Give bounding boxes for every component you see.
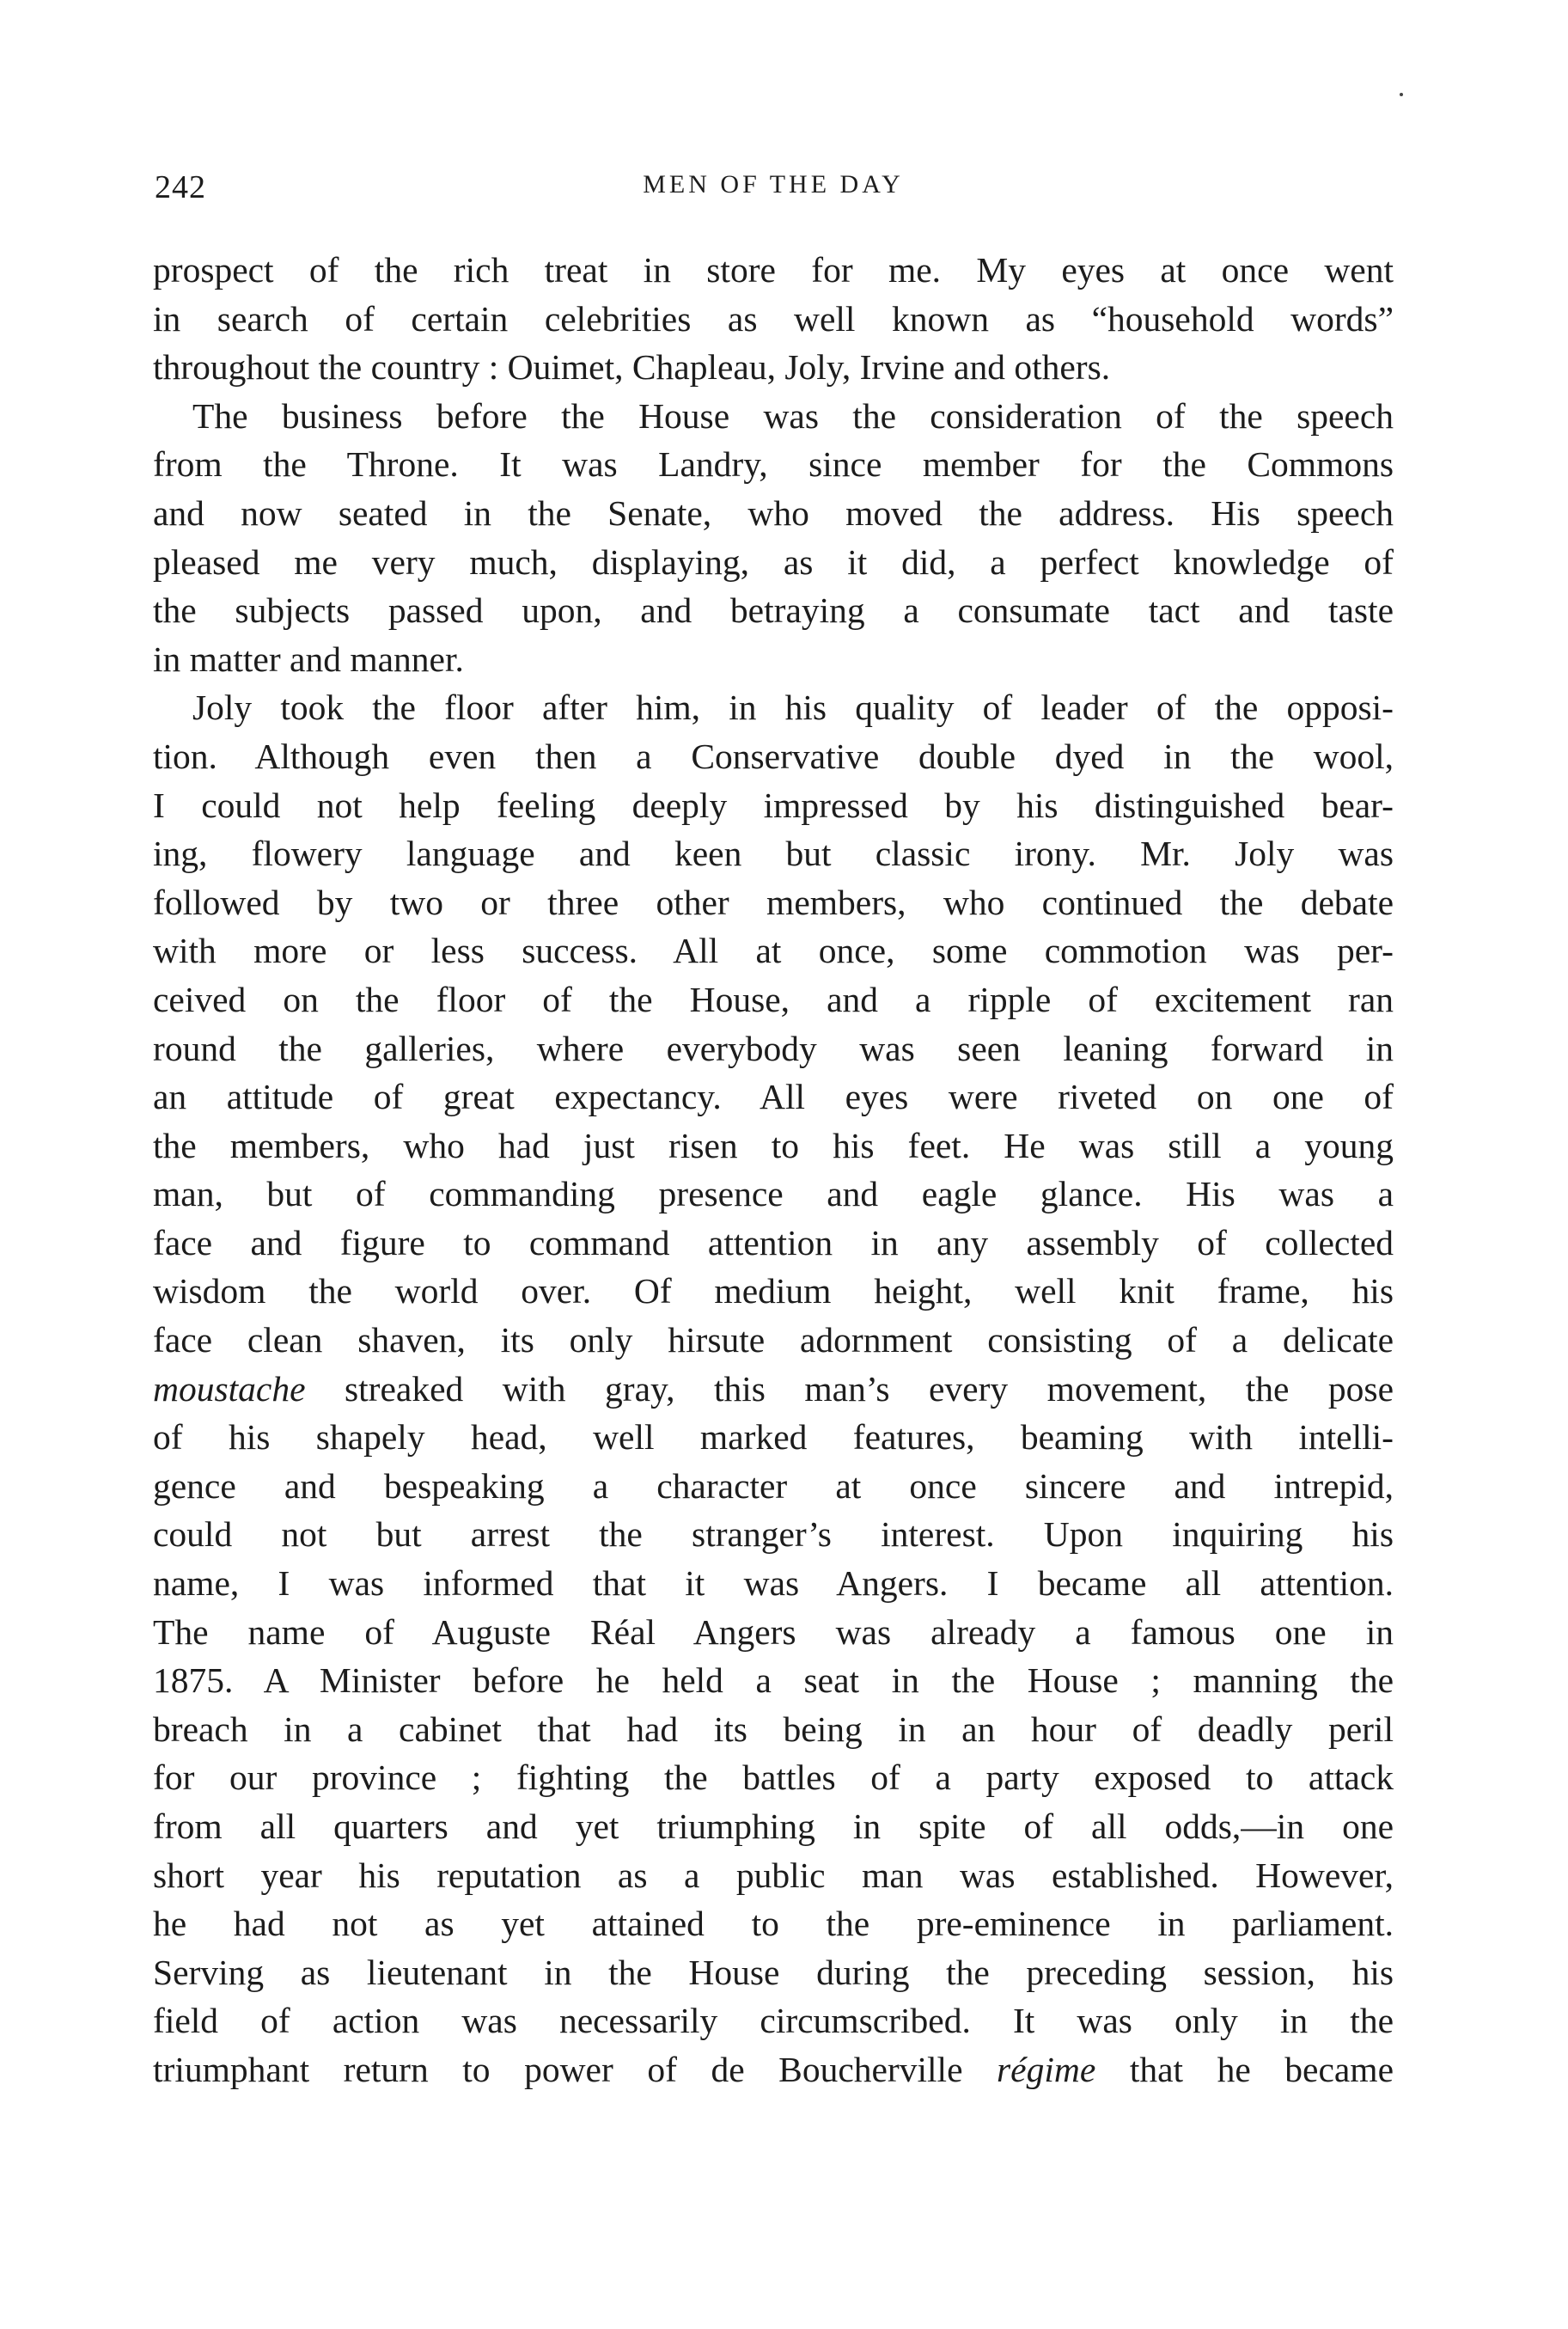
text-line: pleased me very much, displaying, as it did, a perfect knowledge of (153, 541, 1394, 582)
text-line: triumphant return to power of de Boucherville régime that he became (153, 2049, 1394, 2089)
paragraph (153, 392, 1394, 684)
text-line: for our province ; fighting the battles of a party exposed to attack (153, 1757, 1394, 1798)
text-line: field of action was necessarily circumscribed. It was only in the (153, 2001, 1394, 2041)
text-line: throughout the country : Ouimet, Chapleau, Joly, Irvine and others. (153, 347, 1111, 388)
paragraph (153, 246, 1394, 392)
text-line: an attitude of great expectancy. All eyes were riveted on one of (153, 1077, 1394, 1117)
text-line: gence and bespeaking a character at once sincere and intrepid, (153, 1465, 1394, 1506)
text-line: Joly took the floor after him, in his quality of leader of the opposi- (192, 688, 1394, 728)
text-line: could not but arrest the stranger’s interest. Upon inquiring his (153, 1514, 1394, 1555)
paragraph (153, 683, 1394, 2094)
text-line: moustache streaked with gray, this man’s every movement, the pose (153, 1368, 1394, 1409)
text-line: round the galleries, where everybody was seen leaning forward in (153, 1028, 1394, 1068)
text-line: wisdom the world over. Of medium height, well knit frame, his (153, 1271, 1394, 1311)
italic-word: régime (997, 2049, 1096, 2089)
text-line: short year his reputation as a public man was established. However, (153, 1855, 1394, 1895)
text-line: The business before the House was the consideration of the speech (192, 395, 1394, 436)
text-line: with more or less success. All at once, some commotion was per- (153, 931, 1394, 971)
text-line: Serving as lieutenant in the House during the preceding session, his (153, 1952, 1394, 1992)
text-line: from the Throne. It was Landry, since member for the Commons (153, 444, 1394, 485)
page-header (155, 168, 1392, 210)
running-head: MEN OF THE DAY (643, 170, 904, 199)
text-line: from all quarters and yet triumphing in spite of all odds,—in one (153, 1806, 1394, 1846)
text-line: ing, flowery language and keen but classic irony. Mr. Joly was (153, 834, 1394, 874)
text-line: he had not as yet attained to the pre-eminence in parliament. (153, 1904, 1394, 1944)
text-line: The name of Auguste Réal Angers was already a famous one in (153, 1611, 1394, 1652)
italic-word: moustache (153, 1368, 306, 1409)
text-line: name, I was informed that it was Angers. I became all attention. (153, 1563, 1394, 1604)
text-line: in matter and manner. (153, 639, 464, 679)
text-line: 1875. A Minister before he held a seat in the House ; manning the (153, 1660, 1394, 1701)
text-line: tion. Although even then a Conservative double dyed in the wool, (153, 736, 1394, 776)
text-line: face and figure to command attention in any assembly of collected (153, 1222, 1394, 1262)
text-line: prospect of the rich treat in store for me. My eyes at once went (153, 250, 1394, 290)
text-line: followed by two or three other members, who continued the debate (153, 882, 1394, 922)
text-line: man, but of commanding presence and eagle glance. His was a (153, 1174, 1394, 1214)
print-speck (1400, 93, 1403, 96)
text-line: of his shapely head, well marked features, beaming with intelli- (153, 1417, 1394, 1458)
page-number: 242 (155, 169, 206, 205)
text-line: face clean shaven, its only hirsute adornment consisting of a delicate (153, 1320, 1394, 1360)
body-text (153, 246, 1394, 2094)
text-line: the members, who had just risen to his feet. He was still a young (153, 1125, 1394, 1165)
text-line: in search of certain celebrities as well known as “household words” (153, 298, 1394, 339)
text-line: and now seated in the Senate, who moved the address. His speech (153, 492, 1394, 533)
text-line: breach in a cabinet that had its being in an hour of deadly peril (153, 1709, 1394, 1749)
text-line: I could not help feeling deeply impressed by his distinguished bear- (153, 785, 1394, 825)
text-line: the subjects passed upon, and betraying a consumate tact and taste (153, 590, 1394, 631)
text-line: ceived on the floor of the House, and a ripple of excitement ran (153, 979, 1394, 1019)
